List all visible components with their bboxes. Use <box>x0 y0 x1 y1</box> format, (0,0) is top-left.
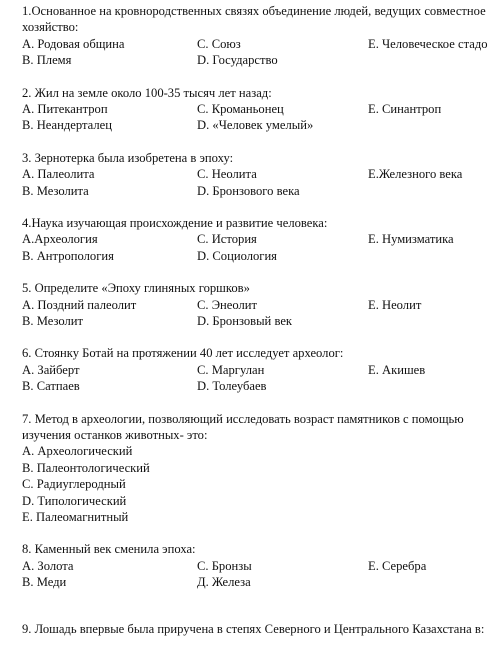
option-d: D. Бронзовый век <box>197 313 293 328</box>
option-c: C. Радиуглеродный <box>22 477 126 492</box>
option-d: D. Типологический <box>22 493 127 508</box>
answer-row <box>22 52 500 68</box>
question-2 <box>22 85 500 134</box>
answer-row <box>22 231 500 247</box>
question-8 <box>22 541 500 590</box>
option-b: B. Палеонтологический <box>22 460 150 475</box>
question-1 <box>22 3 500 69</box>
question-9 <box>22 621 500 637</box>
option-a: A. Палеолита <box>22 167 95 182</box>
option-c: C. Кроманьонец <box>197 102 284 116</box>
question-6 <box>22 345 500 394</box>
option-c: C. Энеолит <box>197 297 257 312</box>
question-3 <box>22 150 500 199</box>
option-b: B. Мезолит <box>22 313 84 328</box>
option-b: B. Сатпаев <box>22 379 80 394</box>
test-page <box>22 3 500 637</box>
answer-row <box>22 248 500 264</box>
answer-row <box>22 378 500 394</box>
option-c: C. История <box>197 232 257 247</box>
option-e: E. Акишев <box>368 362 426 377</box>
option-b: B. Меди <box>22 575 67 590</box>
option-e: E. Серебра <box>368 558 427 573</box>
question-4 <box>22 215 500 264</box>
answer-row <box>22 313 500 329</box>
question-5 <box>22 280 500 329</box>
option-e: E. Неолит <box>368 297 422 312</box>
option-d: D. Бронзового века <box>197 183 300 198</box>
option-a: A. Золота <box>22 558 74 573</box>
option-d: D. Толеубаев <box>197 379 267 394</box>
option-d: Д. Железа <box>197 575 251 590</box>
option-a: A. Питекантроп <box>22 102 108 116</box>
option-b: B. Антропология <box>22 248 114 263</box>
option-e: E. Палеомагнитный <box>22 509 129 524</box>
question-text: 8. Каменный век сменила эпоха: <box>22 542 196 557</box>
question-text: 2. Жил на земле около 100-35 тысяч лет назад: <box>22 85 272 100</box>
option-c: C. Неолита <box>197 167 257 182</box>
option-a: A.Археология <box>22 232 98 247</box>
question-7 <box>22 411 500 526</box>
answer-row <box>22 362 500 378</box>
option-e: E. Синантроп <box>368 102 442 116</box>
option-d: D. Государство <box>197 53 278 68</box>
option-b: B. Мезолита <box>22 183 89 198</box>
option-a: A. Поздний палеолит <box>22 297 137 312</box>
question-text: 6. Стоянку Ботай на протяжении 40 лет исследует археолог: <box>22 346 344 361</box>
option-d: D. «Человек умелый» <box>197 118 314 133</box>
option-b: B. Племя <box>22 53 72 68</box>
question-text: 1.Основанное на кровнородственных связях объединение людей, ведущих совместное хозяйство: <box>22 4 486 35</box>
answer-row <box>22 117 500 133</box>
answer-row <box>22 183 500 199</box>
option-c: C. Маргулан <box>197 362 265 377</box>
question-text: 5. Определите «Эпоху глиняных горшков» <box>22 281 250 296</box>
question-text: 7. Метод в археологии, позволяющий исследовать возраст памятников с помощью изучения останков животных- это: <box>22 411 464 442</box>
option-b: B. Неандерталец <box>22 118 112 133</box>
question-text: 3. Зернотерка была изобретена в эпоху: <box>22 150 234 165</box>
answer-row <box>22 297 500 313</box>
option-d: D. Социология <box>197 248 277 263</box>
answer-row <box>22 166 500 182</box>
answer-row <box>22 36 500 52</box>
option-c: C. Бронзы <box>197 558 252 573</box>
question-text: 9. Лошадь впервые была приручена в степях Северного и Центрального Казахстана в: <box>22 621 485 636</box>
option-e: E.Железного века <box>368 167 463 182</box>
option-a: A. Родовая община <box>22 36 125 51</box>
answer-row <box>22 574 500 590</box>
option-a: A. Археологический <box>22 444 133 459</box>
option-e: E. Нумизматика <box>368 232 454 247</box>
option-e: E. Человеческое стадо <box>368 36 488 51</box>
option-a: A. Зайберт <box>22 362 80 377</box>
option-c: C. Союз <box>197 36 241 51</box>
answer-row <box>22 101 500 117</box>
answer-row <box>22 558 500 574</box>
question-text: 4.Наука изучающая происхождение и развитие человека: <box>22 215 328 230</box>
